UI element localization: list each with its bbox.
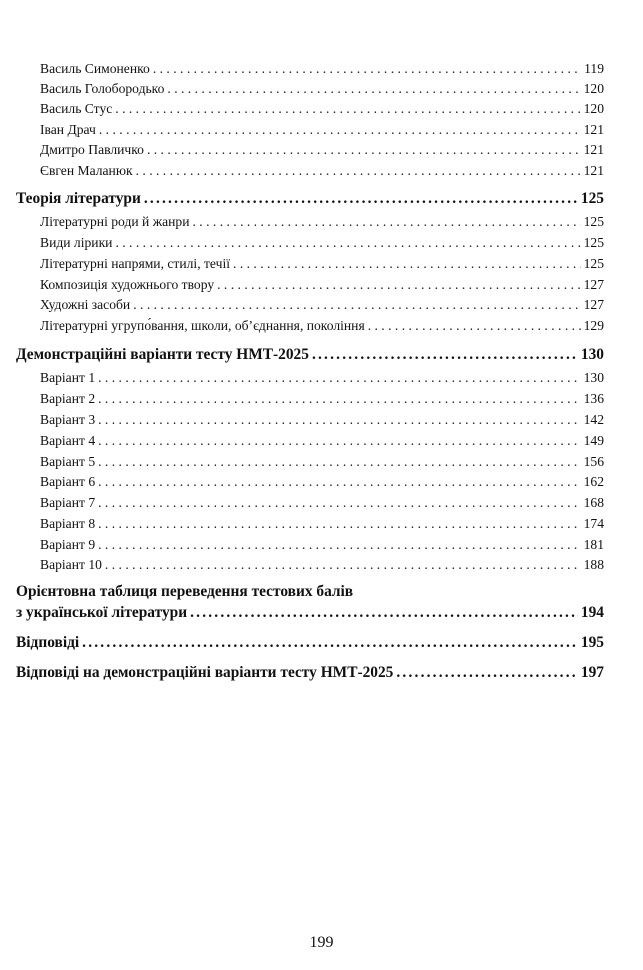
dot-leader xyxy=(233,256,581,272)
toc-section-title: Відповіді xyxy=(16,634,80,651)
toc-entry-title: Василь Симоненко xyxy=(40,61,150,76)
toc-entry-title: Євген Маланюк xyxy=(40,163,133,178)
dot-leader xyxy=(115,101,580,117)
toc-entry-page: 120 xyxy=(583,81,604,96)
dot-leader xyxy=(98,412,580,428)
toc-entry-page: 121 xyxy=(583,142,604,157)
toc-entry[interactable] xyxy=(40,412,604,428)
toc-entry[interactable] xyxy=(40,256,604,272)
dot-leader xyxy=(98,537,580,553)
toc-entry-page: 125 xyxy=(583,214,604,229)
toc-entry-title: Варіант 2 xyxy=(40,391,96,406)
toc-entry-title: Дмитро Павличко xyxy=(40,142,144,157)
toc-entry-page: 120 xyxy=(583,101,604,116)
toc-entry-page: 188 xyxy=(583,557,604,572)
dot-leader xyxy=(82,634,578,652)
dot-leader xyxy=(396,664,578,682)
dot-leader xyxy=(368,318,581,334)
toc-entry[interactable] xyxy=(40,433,604,449)
toc-entry-page: 127 xyxy=(583,297,604,312)
toc-entry-title: Варіант 1 xyxy=(40,370,96,385)
dot-leader xyxy=(98,391,580,407)
toc-entry-title: Варіант 3 xyxy=(40,412,96,427)
toc-entry-title: Варіант 5 xyxy=(40,454,96,469)
toc-entry-page: 162 xyxy=(583,474,604,489)
dot-leader xyxy=(167,81,580,97)
toc-entry-page: 168 xyxy=(583,495,604,510)
toc-section-title-line1: Орієнтовна таблиця переведення тестових балів xyxy=(16,583,354,600)
dot-leader xyxy=(312,346,578,364)
toc-section-table[interactable] xyxy=(16,583,604,622)
toc-entry-title: Художні засоби xyxy=(40,297,131,312)
dot-leader xyxy=(98,454,580,470)
toc-section-line2 xyxy=(16,604,604,622)
toc-entry-title: Літературні роди й жанри xyxy=(40,214,190,229)
toc-entry[interactable] xyxy=(40,122,604,138)
dot-leader xyxy=(98,433,580,449)
toc-entry[interactable] xyxy=(40,557,604,573)
toc-entry[interactable] xyxy=(40,370,604,386)
toc-section-title: Відповіді на демонстраційні варіанти тесту НМТ-2025 xyxy=(16,664,394,681)
toc-entry-title: Василь Голобородько xyxy=(40,81,165,96)
toc-entry[interactable] xyxy=(40,214,604,230)
toc-entry-page: 181 xyxy=(583,537,604,552)
toc-entry[interactable] xyxy=(40,163,604,179)
toc-entry-page: 125 xyxy=(583,235,604,250)
toc-section-answers[interactable] xyxy=(16,634,604,652)
toc-section-title: Демонстраційні варіанти тесту НМТ-2025 xyxy=(16,346,309,363)
toc-entry-title: Іван Драч xyxy=(40,122,96,137)
toc-entry-page: 121 xyxy=(583,163,604,178)
toc-entry-page: 136 xyxy=(583,391,604,406)
toc-section-page: 197 xyxy=(580,664,604,681)
toc-section-title: Теорія літератури xyxy=(16,190,141,207)
toc-entry[interactable] xyxy=(40,81,604,97)
toc-entry-page: 130 xyxy=(583,370,604,385)
toc-entry-page: 149 xyxy=(583,433,604,448)
dot-leader xyxy=(136,163,581,179)
toc-entry-page: 127 xyxy=(583,277,604,292)
toc-entry-page: 142 xyxy=(583,412,604,427)
toc-entry-title: Василь Стус xyxy=(40,101,113,116)
dot-leader xyxy=(115,235,580,251)
toc-entry[interactable] xyxy=(40,474,604,490)
toc-section-theory[interactable] xyxy=(16,190,604,208)
dot-leader xyxy=(105,557,581,573)
toc-entry-page: 125 xyxy=(583,256,604,271)
toc-section-page: 125 xyxy=(580,190,604,207)
toc-entry[interactable] xyxy=(40,537,604,553)
toc-entry[interactable] xyxy=(40,516,604,532)
toc-entry-title: Композиція художнього твору xyxy=(40,277,215,292)
toc-entry[interactable] xyxy=(40,277,604,293)
toc-entry-page: 119 xyxy=(584,61,604,76)
dot-leader xyxy=(144,190,578,208)
toc-entry-title: Варіант 9 xyxy=(40,537,96,552)
dot-leader xyxy=(193,214,581,230)
toc-entry[interactable] xyxy=(40,142,604,158)
toc-entry-title: Літературні угрупо́вання, школи, об’єднання, покоління xyxy=(40,318,365,333)
toc-entry[interactable] xyxy=(40,495,604,511)
toc-entry[interactable] xyxy=(40,61,604,77)
toc-entry-title: Літературні напрями, стилі, течії xyxy=(40,256,231,271)
toc-entry-title: Варіант 8 xyxy=(40,516,96,531)
toc-entry[interactable] xyxy=(40,391,604,407)
toc-entry-page: 174 xyxy=(583,516,604,531)
toc-section-demo-answers[interactable] xyxy=(16,664,604,682)
toc-entry-page: 156 xyxy=(583,454,604,469)
dot-leader xyxy=(98,495,580,511)
dot-leader xyxy=(99,122,581,138)
toc-entry-title: Варіант 10 xyxy=(40,557,102,572)
toc-entry-title: Варіант 4 xyxy=(40,433,96,448)
dot-leader xyxy=(153,61,581,77)
toc-entry-title: Варіант 6 xyxy=(40,474,96,489)
toc-section-page: 194 xyxy=(580,604,604,621)
toc-section-page: 195 xyxy=(580,634,604,651)
toc-entry-title: Варіант 7 xyxy=(40,495,96,510)
dot-leader xyxy=(133,297,580,313)
page-number: 199 xyxy=(309,934,334,951)
toc-section-page: 130 xyxy=(580,346,604,363)
toc-section-demo[interactable] xyxy=(16,346,604,364)
toc-entry[interactable] xyxy=(40,101,604,117)
dot-leader xyxy=(147,142,581,158)
toc-entry-page: 121 xyxy=(583,122,604,137)
toc-entry-title: Види лірики xyxy=(40,235,113,250)
toc-section-title-line2: з української літератури xyxy=(16,604,188,621)
toc-entry[interactable] xyxy=(40,297,604,313)
dot-leader xyxy=(217,277,580,293)
dot-leader xyxy=(98,370,580,386)
toc-entry-page: 129 xyxy=(583,318,604,333)
toc-entry[interactable] xyxy=(40,454,604,470)
dot-leader xyxy=(98,474,580,490)
dot-leader xyxy=(98,516,580,532)
dot-leader xyxy=(190,604,578,622)
toc-entry[interactable] xyxy=(40,235,604,251)
toc-entry[interactable] xyxy=(40,318,604,334)
